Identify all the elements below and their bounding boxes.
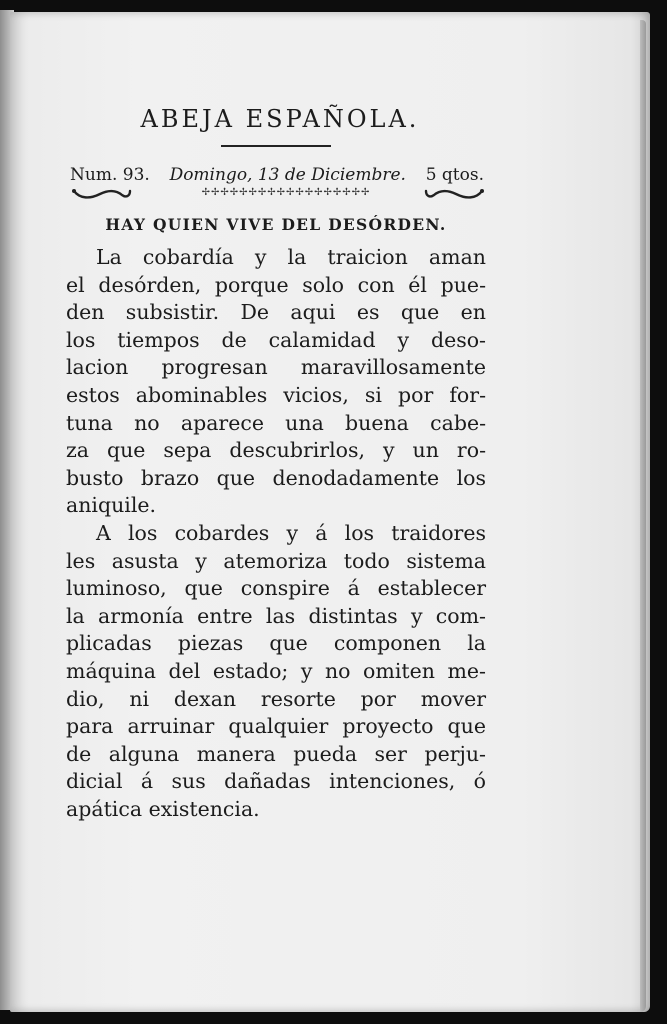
- page-content: [66, 105, 486, 823]
- text-line: apática existencia.: [66, 796, 260, 821]
- swash-ornament-left-icon: [70, 185, 134, 203]
- text-line: para arruinar qualquier proyecto que: [66, 714, 486, 739]
- text-line: dicial á sus dañadas intenciones, ó: [66, 769, 486, 794]
- paragraph: [66, 520, 486, 824]
- text-line: máquina del estado; y no omiten me-: [66, 658, 486, 683]
- swash-ornament-right-icon: [422, 185, 486, 203]
- text-line: dio, ni dexan resorte por mover: [66, 686, 486, 711]
- page-edge: [640, 20, 646, 1012]
- decorative-cross-rule: ✢✢✢✢✢✢✢✢✢✢✢✢✢✢✢✢✢✢: [201, 187, 371, 198]
- text-line: les asusta y atemoriza todo sistema: [66, 548, 486, 573]
- paragraph: [66, 244, 486, 520]
- text-line: la armonía entre las distintas y com-: [66, 603, 486, 628]
- text-line: busto brazo que denodadamente los: [66, 465, 486, 490]
- issue-date: Domingo, 13 de Diciembre.: [169, 165, 406, 185]
- text-line: lacion progresan maravillosamente: [66, 355, 486, 380]
- title-rule: [221, 145, 331, 147]
- publication-title: ABEJA ESPAÑOLA.: [140, 105, 420, 133]
- text-line: den subsistir. De aqui es que en: [66, 300, 486, 325]
- text-line: de alguna manera pueda ser perju-: [66, 741, 486, 766]
- text-line: tuna no aparece una buena cabe-: [66, 410, 486, 435]
- text-line: plicadas piezas que componen la: [66, 631, 486, 656]
- issue-line: [66, 165, 486, 185]
- text-line: estos abominables vicios, si por for-: [66, 382, 486, 407]
- issue-number: Num. 93.: [70, 165, 150, 185]
- text-line: los tiempos de calamidad y deso-: [66, 327, 486, 352]
- text-line: aniquile.: [66, 493, 157, 518]
- ornament-row: [66, 185, 486, 207]
- text-line: luminoso, que conspire á establecer: [66, 576, 486, 601]
- text-line: La cobardía y la traicion aman: [96, 245, 486, 269]
- text-line: za que sepa descubrirlos, y un ro-: [66, 438, 486, 463]
- issue-price: 5 qtos.: [425, 165, 484, 185]
- text-line: A los cobardes y á los traidores: [96, 520, 486, 545]
- article-body: [66, 244, 486, 823]
- article-headline: HAY QUIEN VIVE DEL DESÓRDEN.: [105, 215, 447, 234]
- text-line: el desórden, porque solo con él pue-: [66, 272, 486, 297]
